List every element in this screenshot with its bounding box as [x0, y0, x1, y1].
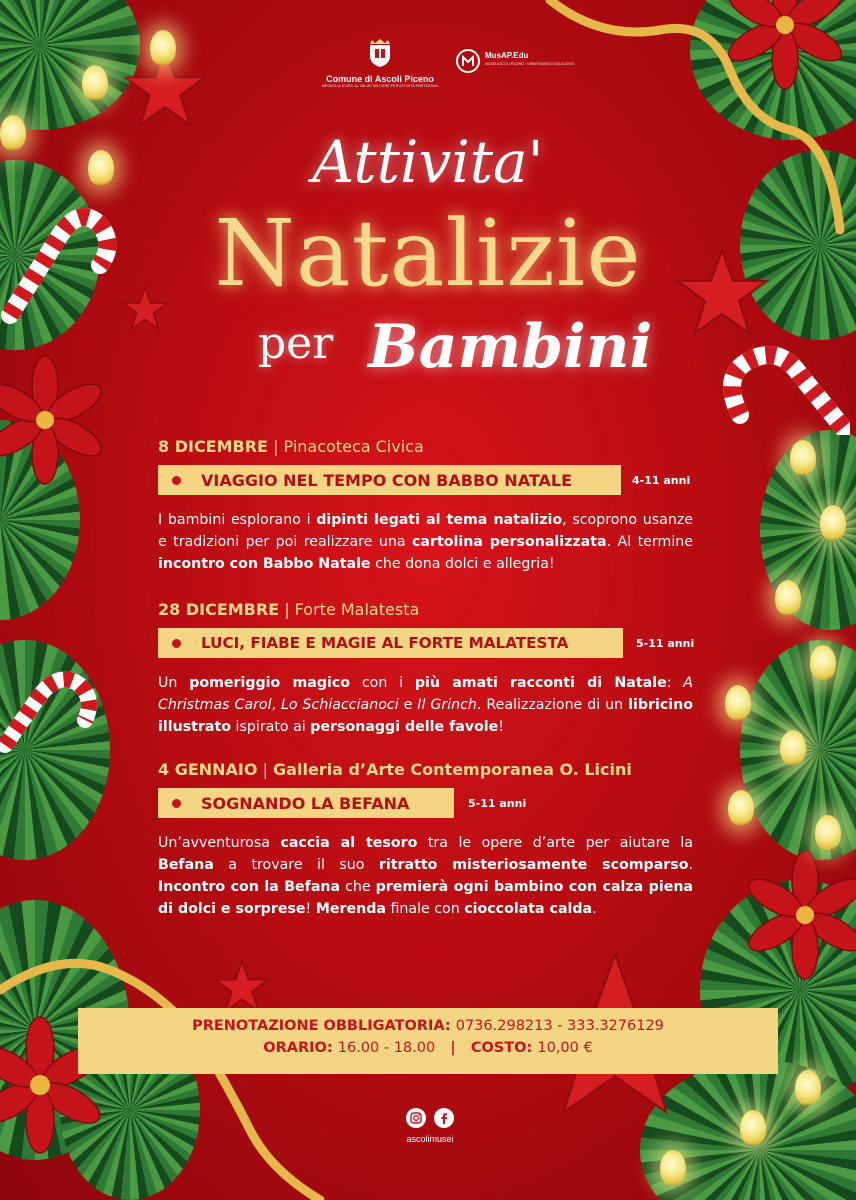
description-highlight: caccia al tesoro: [280, 835, 418, 851]
social-links: [395, 1108, 465, 1144]
description-text: ispirato ai: [231, 719, 311, 735]
event-separator: |: [257, 760, 274, 779]
musap-logo: [455, 48, 605, 78]
booking-line: [78, 1018, 778, 1034]
social-icons: [395, 1108, 465, 1128]
description-highlight: più amati racconti di Natale: [414, 675, 667, 691]
description-text: !: [305, 901, 316, 917]
description-text: tra le opere d’arte per aiutare la: [417, 835, 693, 851]
event-place: Galleria d’Arte Contemporanea O. Licini: [273, 760, 632, 779]
light-bulb-decoration: [775, 580, 801, 616]
comune-tagline: MEDAGLIA D'ORO AL VALOR MILITARE PER ATTIVITÀ PARTIGIANA: [322, 84, 438, 88]
description-highlight: cioccolata calda: [464, 901, 593, 917]
description-highlight: ritratto misteriosamente scomparso: [378, 857, 689, 873]
poinsettia-flower-icon: [740, 850, 856, 980]
gold-ribbon-decoration: [0, 950, 333, 1200]
title-natalizie: Natalizie: [214, 200, 642, 307]
description-text: finale con: [385, 901, 465, 917]
event-place: Pinacoteca Civica: [283, 437, 424, 456]
title-attivita: Attivita': [312, 128, 544, 196]
description-text: , scoprono usanze e tradizioni per poi realizzare una: [158, 512, 693, 550]
event-activity-title: LUCI, FIABE E MAGIE AL FORTE MALATESTA: [201, 634, 569, 652]
description-text: Lo Schiaccianoci: [281, 697, 399, 713]
description-text: A Christmas Carol: [158, 675, 693, 713]
light-bulb-decoration: [725, 685, 751, 721]
description-text: Un: [158, 675, 190, 691]
booking-phones: 0736.298213 - 333.3276129: [455, 1018, 664, 1034]
comune-logo: [320, 38, 440, 88]
social-handle: ascolimusei: [406, 1134, 454, 1144]
candy-cane-icon: [0, 665, 110, 755]
description-text: Un’avventurosa: [158, 835, 281, 851]
booking-info-box: [78, 1008, 778, 1074]
event-activity-row: [158, 788, 698, 818]
event-header: [158, 600, 698, 619]
title-per: per: [258, 318, 334, 369]
event-description: [158, 509, 693, 575]
event-date: 8 DICEMBRE: [158, 437, 268, 456]
event-block: [158, 437, 698, 575]
event-activity-bar: [158, 465, 621, 495]
musap-mark-icon: [455, 48, 481, 74]
event-activity-title: SOGNANDO LA BEFANA: [201, 793, 410, 813]
light-bulb-decoration: [740, 1110, 766, 1146]
light-bulb-decoration: [728, 790, 754, 826]
musap-name: MusAP.Edu: [485, 51, 529, 60]
description-highlight: dipinti legati al tema natalizio: [316, 512, 563, 528]
light-bulb-decoration: [660, 1150, 686, 1186]
description-highlight: premierà ogni bambino con calza piena di dolci e sorprese: [158, 879, 694, 917]
event-date: 4 GENNAIO: [158, 760, 258, 779]
description-text: .: [592, 901, 597, 917]
light-bulb-decoration: [780, 730, 806, 766]
event-age-range: 5-11 anni: [636, 637, 695, 650]
event-header: [158, 437, 698, 456]
event-block: [158, 600, 698, 738]
light-bulb-decoration: [790, 440, 816, 476]
description-text: con i: [350, 675, 415, 691]
event-separator: |: [279, 600, 295, 619]
event-place: Forte Malatesta: [294, 600, 420, 619]
description-highlight: incontro con Babbo Natale: [158, 556, 371, 572]
event-activity-bar: [158, 788, 454, 818]
description-highlight: pomeriggio magico: [189, 675, 351, 691]
poinsettia-flower-icon: [0, 355, 110, 485]
light-bulb-decoration: [810, 645, 836, 681]
event-activity-bar: [158, 628, 623, 658]
event-activity-row: [158, 465, 698, 495]
light-bulb-decoration: [82, 65, 108, 101]
comune-name: Comune di Ascoli Piceno: [326, 74, 434, 84]
description-highlight: Incontro con la Befana: [158, 879, 341, 895]
event-block: [158, 760, 698, 920]
description-highlight: Befana: [158, 857, 214, 873]
description-text: Il Grinch: [417, 697, 477, 713]
description-text: ,: [271, 697, 282, 713]
description-highlight: cartolina personalizzata: [411, 534, 607, 550]
bullet-dot-icon: [172, 476, 181, 485]
hours-label: ORARIO:: [263, 1040, 333, 1056]
description-highlight: Merenda: [315, 901, 386, 917]
description-text: . Realizzazione di un: [476, 697, 629, 713]
description-text: che: [340, 879, 376, 895]
description-text: :: [666, 675, 684, 691]
cost-value: 10,00 €: [537, 1040, 593, 1056]
description-text: a trovare il suo: [213, 857, 379, 873]
description-text: !: [498, 719, 504, 735]
cost-label: COSTO:: [470, 1040, 533, 1056]
event-description: [158, 672, 693, 738]
bullet-dot-icon: [172, 639, 181, 648]
description-text: e: [398, 697, 418, 713]
musap-tagline: MUSEI ASCOLI PICENO · DIPARTIMENTO EDUCATIVO: [485, 62, 575, 66]
event-age-range: 4-11 anni: [632, 474, 691, 487]
event-activity-title: VIAGGIO NEL TEMPO CON BABBO NATALE: [201, 470, 573, 490]
light-bulb-decoration: [795, 1070, 821, 1106]
booking-label: PRENOTAZIONE OBBLIGATORIA:: [192, 1018, 451, 1034]
light-bulb-decoration: [820, 505, 846, 541]
event-activity-row: [158, 628, 698, 658]
facebook-icon[interactable]: [434, 1108, 454, 1128]
description-highlight: libricino illustrato: [158, 697, 693, 735]
description-text: I bambini esplorano i: [158, 512, 317, 528]
instagram-icon[interactable]: [406, 1108, 426, 1128]
event-date: 28 DICEMBRE: [158, 600, 280, 619]
light-bulb-decoration: [150, 30, 176, 66]
pine-branch-decoration: [0, 0, 140, 130]
event-age-range: 5-11 anni: [468, 797, 527, 810]
hours-cost-line: [78, 1040, 778, 1056]
event-description: [158, 832, 693, 920]
event-header: [158, 760, 698, 779]
light-bulb-decoration: [815, 815, 841, 851]
event-separator: |: [267, 437, 284, 456]
candy-cane-icon: [720, 335, 850, 435]
description-text: . Al termine: [606, 534, 693, 550]
description-text: .: [688, 857, 693, 873]
bullet-dot-icon: [172, 799, 181, 808]
city-crest-icon: [367, 38, 393, 68]
info-divider: |: [450, 1040, 456, 1056]
description-text: che dona dolci e allegria!: [370, 556, 555, 572]
hours-value: 16.00 - 18.00: [337, 1040, 436, 1056]
title-bambini: Bambini: [368, 312, 653, 382]
description-highlight: personaggi delle favole: [310, 719, 499, 735]
